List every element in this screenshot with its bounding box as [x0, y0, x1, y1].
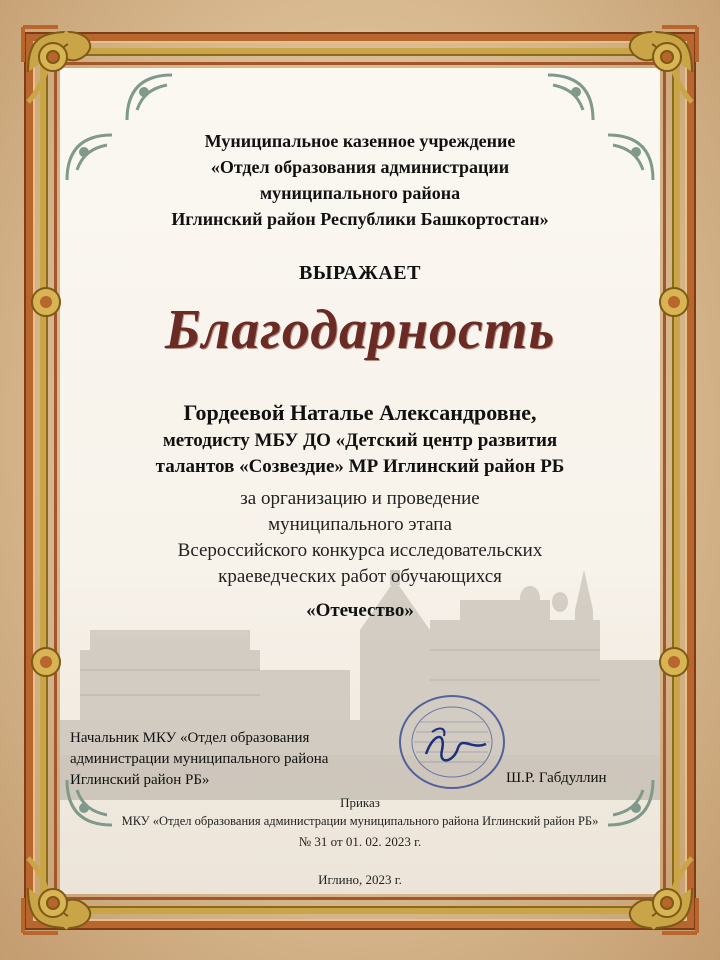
side-knot-ornament [24, 640, 68, 684]
issuer-line: муниципального района [259, 183, 461, 203]
corner-knot-ornament [18, 22, 118, 122]
corner-knot-ornament [602, 838, 702, 938]
order-issuer: МКУ «Отдел образования администрации муниципального района Иглинский район РБ» [121, 814, 599, 828]
issuer-line: «Отдел образования администрации [210, 157, 510, 177]
recipient-position [60, 428, 660, 480]
signer-position-line: Иглинский район РБ» [70, 772, 210, 788]
description-line: краеведческих работ обучающихся [218, 566, 502, 587]
award-description [60, 486, 660, 590]
issuer-line: Иглинский район Республики Башкортостан» [171, 209, 549, 229]
corner-knot-ornament [602, 22, 702, 122]
recipient-name: Гордеевой Наталье Александровне, [183, 400, 537, 425]
expresses-heading: ВЫРАЖАЕТ [299, 262, 421, 284]
official-stamp-with-signature [396, 692, 508, 792]
signer-position-line: Начальник МКУ «Отдел образования [70, 730, 310, 746]
issuer-line: Муниципальное казенное учреждение [204, 131, 516, 151]
signer-position-line: администрации муниципального района [70, 751, 329, 767]
issuer-organization [60, 128, 660, 232]
position-line: талантов «Созвездие» МР Иглинский район РБ [155, 456, 565, 477]
green-flourish-ornament [122, 70, 176, 124]
order-title: Приказ [340, 795, 380, 810]
side-knot-ornament [652, 640, 696, 684]
signer-position [70, 728, 328, 791]
description-line: Всероссийского конкурса исследовательских [177, 540, 543, 561]
position-line: методисту МБУ ДО «Детский центр развития [162, 430, 558, 451]
green-flourish-ornament [544, 70, 598, 124]
description-line: за организацию и проведение [240, 488, 480, 509]
certificate-title: Благодарность [164, 299, 556, 361]
place-date: Иглино, 2023 г. [318, 872, 402, 887]
contest-name: «Отечество» [306, 600, 414, 621]
description-line: муниципального этапа [268, 514, 452, 535]
signer-name: Ш.Р. Габдуллин [506, 770, 607, 786]
order-number: № 31 от 01. 02. 2023 г. [298, 834, 422, 849]
corner-knot-ornament [18, 838, 118, 938]
